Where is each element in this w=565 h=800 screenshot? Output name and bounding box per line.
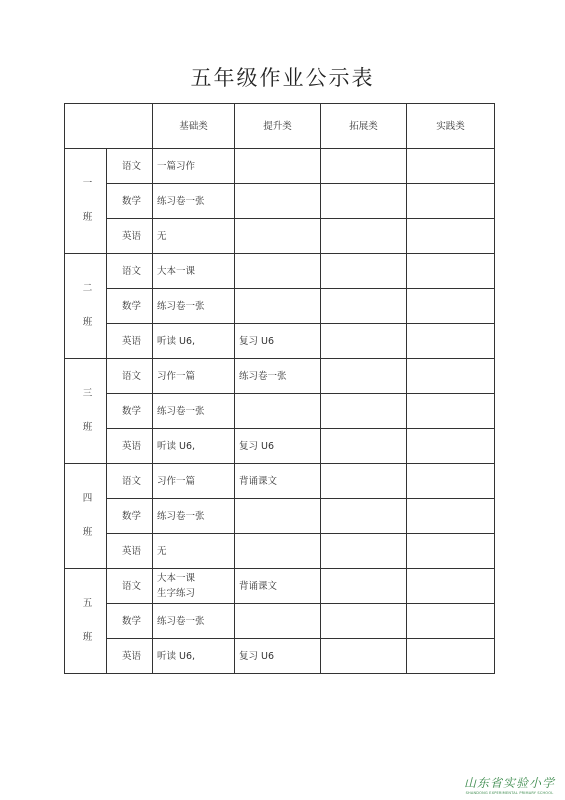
table-row (65, 429, 495, 464)
homework-text: 无 (157, 545, 167, 557)
homework-cell (153, 219, 235, 254)
page-title: 五年级作业公示表 (190, 66, 375, 90)
homework-text: 大本一课 (157, 265, 196, 277)
subject-cell: 语文 (107, 254, 153, 289)
homework-cell (321, 359, 407, 394)
homework-text: 无 (157, 230, 167, 242)
table-row (65, 219, 495, 254)
homework-text: 听读 U6, (157, 650, 196, 662)
homework-cell (321, 324, 407, 359)
homework-cell (153, 569, 235, 604)
homework-cell (235, 149, 321, 184)
homework-text: 听读 U6, (157, 440, 196, 452)
homework-cell (153, 464, 235, 499)
homework-text: 练习卷一张 (157, 300, 205, 312)
homework-cell (235, 639, 321, 674)
homework-text: 一篇习作 (157, 160, 196, 172)
subject-cell: 英语 (107, 429, 153, 464)
subject-cell: 语文 (107, 149, 153, 184)
logo-text-cn: 山东省实验小学 (463, 776, 555, 790)
homework-text: 练习卷一张 (157, 510, 205, 522)
homework-text: 生字练习 (157, 588, 196, 599)
subject-cell: 语文 (107, 569, 153, 604)
homework-text: 背诵课文 (239, 475, 278, 487)
subject-cell: 语文 (107, 464, 153, 499)
homework-cell (321, 464, 407, 499)
homework-text: 大本一课 (157, 573, 196, 584)
homework-table (64, 103, 495, 674)
homework-cell (235, 464, 321, 499)
subject-cell: 数学 (107, 394, 153, 429)
homework-cell (235, 254, 321, 289)
homework-cell (153, 324, 235, 359)
homework-text: 练习卷一张 (157, 615, 205, 627)
homework-cell (407, 359, 495, 394)
homework-cell (407, 569, 495, 604)
homework-cell (235, 499, 321, 534)
table-row (65, 499, 495, 534)
class-label-char: 班 (82, 632, 93, 643)
subject-cell: 英语 (107, 534, 153, 569)
homework-cell (153, 639, 235, 674)
subject-cell: 英语 (107, 219, 153, 254)
table-row (65, 569, 495, 604)
table-row (65, 394, 495, 429)
homework-cell (407, 394, 495, 429)
homework-text: 习作一篇 (157, 370, 196, 382)
homework-cell (153, 289, 235, 324)
homework-text: 听读 U6, (157, 335, 196, 347)
header-corner (65, 104, 153, 149)
homework-cell (407, 639, 495, 674)
homework-cell (235, 184, 321, 219)
homework-cell (407, 289, 495, 324)
homework-text: 练习卷一张 (157, 405, 205, 417)
homework-cell (235, 534, 321, 569)
homework-cell (235, 394, 321, 429)
homework-cell (153, 534, 235, 569)
homework-text: 练习卷一张 (157, 195, 205, 207)
homework-cell (407, 499, 495, 534)
homework-cell (407, 464, 495, 499)
class-label (65, 359, 107, 464)
homework-cell (153, 429, 235, 464)
subject-cell: 数学 (107, 499, 153, 534)
subject-cell: 数学 (107, 289, 153, 324)
homework-cell (321, 394, 407, 429)
class-label (65, 464, 107, 569)
homework-cell (407, 149, 495, 184)
table-row (65, 184, 495, 219)
homework-cell (407, 604, 495, 639)
class-label-char: 五 (82, 598, 93, 609)
homework-cell (321, 569, 407, 604)
homework-text: 背诵课文 (239, 580, 278, 592)
homework-cell (235, 429, 321, 464)
homework-cell (153, 394, 235, 429)
class-label-char: 三 (82, 388, 93, 399)
class-label (65, 569, 107, 674)
class-label-char: 二 (82, 283, 93, 294)
school-logo (464, 774, 555, 795)
table-row (65, 149, 495, 184)
table-row (65, 324, 495, 359)
logo-text-en: SHANDONG EXPERIMENTAL PRIMARY SCHOOL (465, 791, 554, 795)
homework-cell (321, 149, 407, 184)
homework-text: 复习 U6 (239, 335, 275, 347)
class-label-char: 班 (82, 212, 93, 223)
homework-cell (321, 534, 407, 569)
homework-cell (235, 289, 321, 324)
homework-cell (153, 254, 235, 289)
homework-cell (407, 184, 495, 219)
subject-cell: 英语 (107, 639, 153, 674)
table-row (65, 604, 495, 639)
homework-cell (407, 324, 495, 359)
subject-cell: 语文 (107, 359, 153, 394)
homework-cell (407, 219, 495, 254)
table-row (65, 254, 495, 289)
table-row (65, 464, 495, 499)
homework-cell (235, 324, 321, 359)
class-label-char: 一 (82, 178, 93, 189)
header-extend: 拓展类 (321, 104, 407, 149)
homework-cell (153, 499, 235, 534)
homework-text: 习作一篇 (157, 475, 196, 487)
homework-cell (235, 569, 321, 604)
homework-cell (407, 534, 495, 569)
subject-cell: 数学 (107, 604, 153, 639)
homework-cell (321, 604, 407, 639)
class-label-char: 四 (82, 493, 93, 504)
homework-cell (153, 184, 235, 219)
homework-cell (153, 359, 235, 394)
header-practice: 实践类 (407, 104, 495, 149)
homework-cell (321, 219, 407, 254)
header-basic: 基础类 (153, 104, 235, 149)
class-label-char: 班 (82, 527, 93, 538)
homework-text: 复习 U6 (239, 650, 275, 662)
table-row (65, 359, 495, 394)
header-improve: 提升类 (235, 104, 321, 149)
class-label-char: 班 (82, 422, 93, 433)
homework-cell (321, 639, 407, 674)
homework-cell (153, 149, 235, 184)
homework-cell (321, 184, 407, 219)
homework-cell (235, 604, 321, 639)
homework-cell (321, 254, 407, 289)
homework-cell (321, 499, 407, 534)
homework-cell (153, 604, 235, 639)
homework-cell (321, 429, 407, 464)
homework-text: 练习卷一张 (239, 370, 287, 382)
homework-cell (235, 359, 321, 394)
class-label (65, 149, 107, 254)
table-row (65, 289, 495, 324)
homework-text: 复习 U6 (239, 440, 275, 452)
homework-cell (407, 254, 495, 289)
subject-cell: 数学 (107, 184, 153, 219)
class-label-char: 班 (82, 317, 93, 328)
subject-cell: 英语 (107, 324, 153, 359)
homework-cell (321, 289, 407, 324)
homework-cell (235, 219, 321, 254)
header-row (65, 104, 495, 149)
table-row (65, 534, 495, 569)
class-label (65, 254, 107, 359)
table-row (65, 639, 495, 674)
homework-cell (407, 429, 495, 464)
